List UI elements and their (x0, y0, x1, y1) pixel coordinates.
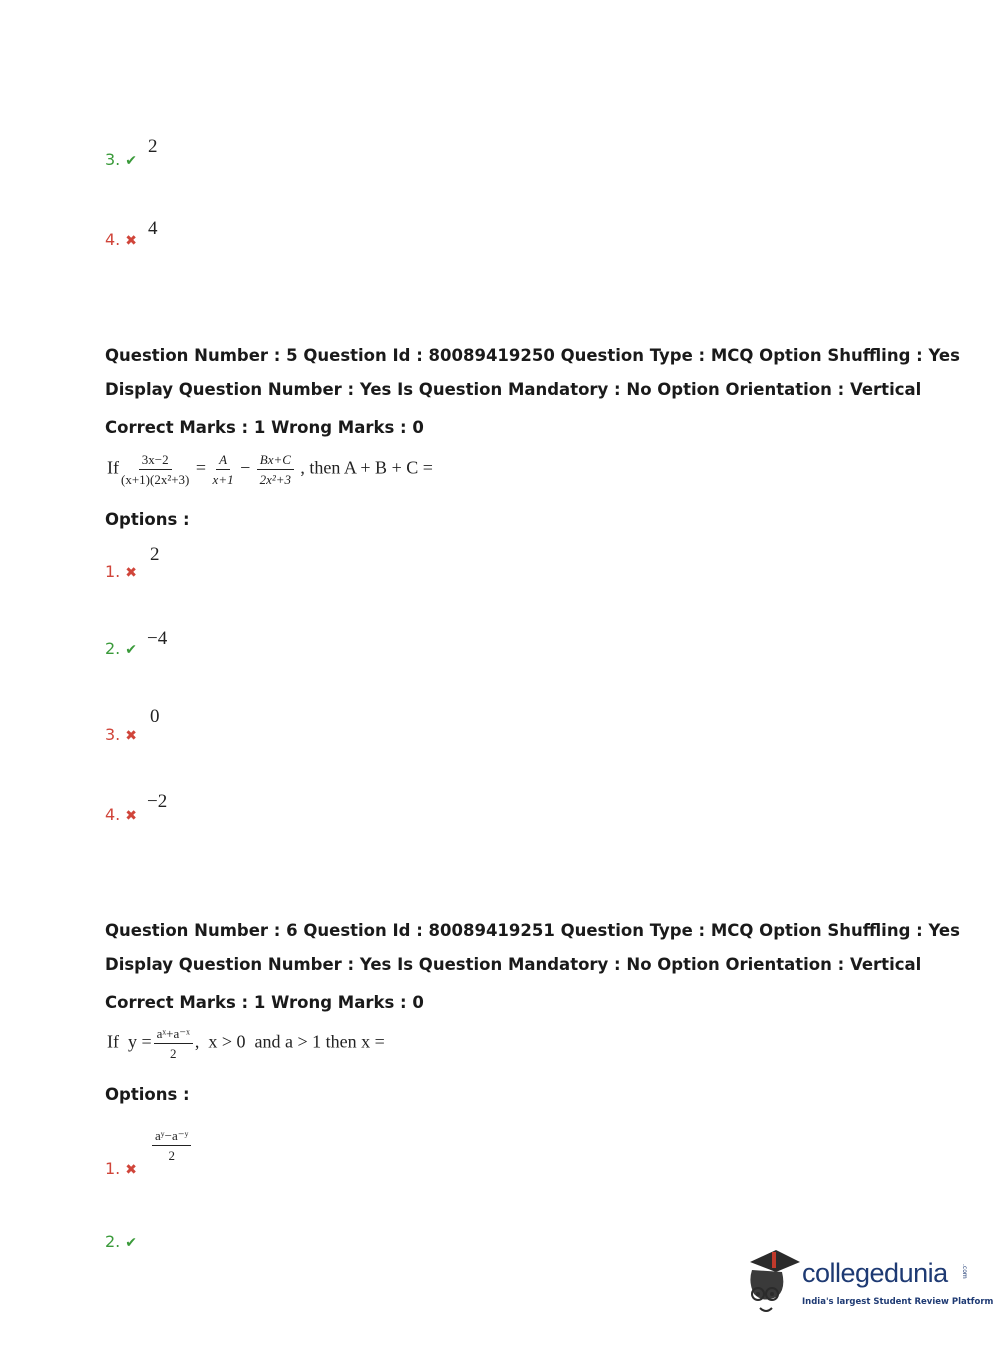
collegedunia-logo (742, 1248, 994, 1318)
q6-prefix: If y = (107, 1031, 152, 1052)
q6-meta-line3: Correct Marks : 1 Wrong Marks : 0 (105, 993, 424, 1012)
q5-fraction-2: $\frac{A}{x+1}$ (212, 452, 234, 487)
option-number: 2. (105, 1232, 121, 1251)
cross-icon: ✖ (125, 1162, 137, 1178)
q6-option-2 (105, 1232, 137, 1251)
q5-meta-line2: Display Question Number : Yes Is Question Mandatory : No Option Orientation : Vertical (105, 380, 922, 399)
q5-fraction-1: $\frac{3x-2}{\text{(x+1)(2x²+3)}}$ (121, 452, 190, 487)
cross-icon: ✖ (125, 233, 137, 249)
q6-question-text (107, 1026, 385, 1061)
check-icon: ✔ (125, 153, 137, 169)
q6-suffix: , x > 0 and a > 1 then x = (194, 1031, 385, 1052)
q6-fraction: $\frac{\text{aˣ+a⁻ˣ}}{2}$ (154, 1026, 193, 1061)
q5-meta-line3: Correct Marks : 1 Wrong Marks : 0 (105, 418, 424, 437)
q5-option-3-value: 0 (150, 706, 160, 727)
q5-suffix: , then A + B + C = (300, 457, 433, 478)
logo-name: collegedunia (802, 1258, 948, 1288)
q5-fraction-3: $\frac{Bx+C}{\text{2x²+3}}$ (257, 452, 294, 487)
prev-option-3-value: 2 (148, 136, 158, 157)
option-number: 2. (105, 639, 121, 658)
check-icon: ✔ (125, 1235, 137, 1251)
option-number: 4. (105, 805, 121, 824)
q5-prefix: If (107, 457, 119, 478)
option-number: 4. (105, 230, 121, 249)
logo-tagline: India's largest Student Review Platform (802, 1297, 994, 1307)
q5-option-1 (105, 562, 137, 581)
cross-icon: ✖ (125, 808, 137, 824)
q5-option-4 (105, 805, 137, 824)
q5-options-label: Options : (105, 510, 190, 529)
q6-option-1-fraction: $\frac{\text{aʸ−a⁻ʸ}}{2}$ (152, 1128, 191, 1163)
logo-com: .com (961, 1264, 968, 1279)
q6-meta-line2: Display Question Number : Yes Is Question Mandatory : No Option Orientation : Vertical (105, 955, 922, 974)
prev-option-3 (105, 150, 137, 169)
prev-option-4-value: 4 (148, 218, 158, 239)
mascot-icon (742, 1248, 802, 1318)
option-number: 3. (105, 725, 121, 744)
prev-option-4 (105, 230, 137, 249)
q5-option-4-value: −2 (147, 791, 168, 812)
q5-option-2 (105, 639, 137, 658)
q5-option-1-value: 2 (150, 544, 160, 565)
q6-meta-line1: Question Number : 6 Question Id : 80089419251 Question Type : MCQ Option Shuffling : Yes (105, 921, 960, 940)
q5-question-text: If $\frac{3x-2}{\text{(x+1)(2x²+3)}}$ = $\frac{A}{x+1}$ − $\frac{Bx+C}{\text{2x²+3}}$ , then A + B + C = (107, 452, 433, 487)
check-icon: ✔ (125, 642, 137, 658)
q6-options-label: Options : (105, 1085, 190, 1104)
option-number: 1. (105, 1159, 121, 1178)
cross-icon: ✖ (125, 565, 137, 581)
q5-option-2-value: −4 (147, 628, 168, 649)
q5-option-3 (105, 725, 137, 744)
q6-option-1 (105, 1159, 137, 1178)
q6-option-1-value (150, 1128, 193, 1163)
option-number: 1. (105, 562, 121, 581)
q5-meta-line1: Question Number : 5 Question Id : 80089419250 Question Type : MCQ Option Shuffling : Yes (105, 346, 960, 365)
option-number: 3. (105, 150, 121, 169)
cross-icon: ✖ (125, 728, 137, 744)
